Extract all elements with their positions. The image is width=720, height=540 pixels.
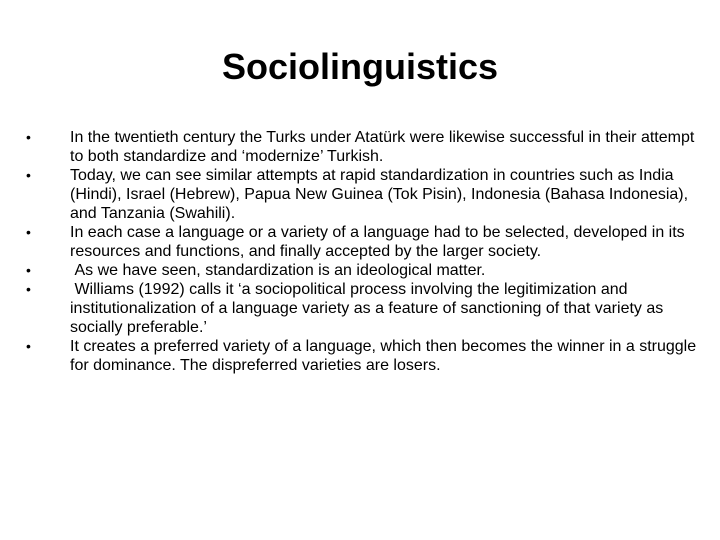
bullet-text: Today, we can see similar attempts at rapid standardization in countries such as India (Hindi), Israel (Hebrew), Papua New Guinea (Tok Pisin), Indonesia (Bahasa Indonesia), and Tanzania (Swahili). <box>70 167 693 222</box>
bullet-text: In the twentieth century the Turks under Atatürk were likewise successful in their attempt to both standardize and ‘modernize’ Turkish. <box>70 129 699 165</box>
bullet-marker-icon: • <box>26 338 31 354</box>
bullet-marker-icon: • <box>26 129 31 145</box>
bullet-list <box>26 128 706 375</box>
bullet-text: It creates a preferred variety of a language, which then becomes the winner in a struggle for dominance. The dispreferred varieties are losers. <box>70 338 701 374</box>
bullet-item <box>26 166 706 223</box>
bullet-item <box>26 280 706 337</box>
bullet-marker-icon: • <box>26 281 31 297</box>
bullet-text: As we have seen, standardization is an ideological matter. <box>70 262 486 279</box>
bullet-marker-icon: • <box>26 167 31 183</box>
bullet-item <box>26 223 706 261</box>
slide-title: Sociolinguistics <box>221 46 499 87</box>
bullet-marker-icon: • <box>26 262 31 278</box>
bullet-text: Williams (1992) calls it ‘a sociopolitical process involving the legitimization and institutionalization of a language variety as a feature of sanctioning of that variety as socially preferable.’ <box>70 281 668 336</box>
bullet-text: In each case a language or a variety of a language had to be selected, developed in its resources and functions, and finally accepted by the larger society. <box>70 224 690 260</box>
bullet-item <box>26 337 706 375</box>
bullet-marker-icon: • <box>26 224 31 240</box>
bullet-item <box>26 128 706 166</box>
bullet-item <box>26 261 706 280</box>
